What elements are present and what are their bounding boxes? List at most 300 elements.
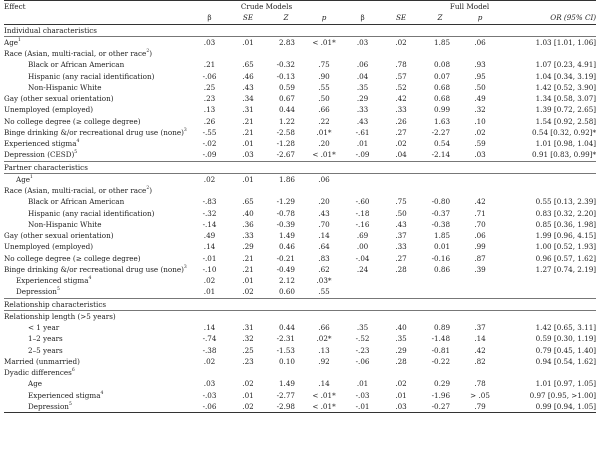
footnote-marker: 4	[100, 390, 104, 396]
section-header	[4, 298, 596, 310]
row-label	[4, 59, 190, 70]
table-cell: 0.54	[434, 139, 451, 148]
row-label	[4, 208, 190, 219]
table-cell: 0.01	[434, 242, 451, 252]
table-cell	[267, 310, 305, 322]
table-cell	[500, 275, 596, 286]
table-row	[4, 71, 596, 82]
row-label-text: Depression (CESD)	[4, 150, 75, 160]
table-row	[4, 219, 596, 230]
table-cell: .69	[356, 231, 369, 240]
table-cell: .37	[474, 323, 486, 332]
col-header-beta-full: β	[343, 12, 382, 24]
table-cell: .29	[395, 345, 407, 355]
header-row-columns	[4, 12, 596, 24]
table-cell	[500, 185, 596, 196]
table-cell: 1.63	[434, 116, 451, 126]
table-cell: 1.99 [0.96, 4.15]	[535, 231, 597, 240]
table-cell: 1.00 [0.52, 1.93]	[535, 242, 597, 252]
table-cell: .06	[318, 174, 330, 184]
table-cell: .14	[474, 334, 486, 344]
col-header-z-crude: Z	[267, 12, 305, 24]
table-body	[4, 24, 596, 413]
table-cell: .87	[474, 253, 486, 263]
table-row	[4, 82, 596, 93]
table-cell: .55	[318, 82, 330, 92]
table-cell: -.01	[202, 253, 217, 263]
table-cell: .24	[356, 264, 369, 274]
table-cell: -2.98	[267, 401, 305, 413]
table-cell	[343, 286, 382, 298]
table-cell	[229, 310, 267, 322]
row-label	[4, 286, 190, 298]
table-cell: .03	[203, 37, 216, 47]
col-header-se-crude: SE	[229, 12, 267, 24]
table-cell: 0.29	[434, 379, 451, 389]
row-label	[4, 138, 190, 149]
row-label-text: Married (unmarried)	[4, 356, 80, 366]
table-cell: -0.27	[420, 401, 460, 413]
table-cell: -2.67	[276, 150, 295, 160]
table-cell: .21	[242, 264, 254, 274]
table-cell: .01	[356, 139, 369, 148]
table-cell: .03	[382, 401, 420, 413]
table-cell: 0.07	[434, 71, 451, 81]
table-cell: .34	[242, 94, 254, 103]
table-cell: .37	[395, 231, 407, 240]
row-label-text: < 1 year	[28, 323, 60, 332]
table-cell: 0.44	[278, 323, 295, 332]
table-cell	[343, 310, 382, 322]
table-cell: .01	[242, 390, 254, 400]
table-cell: > .05	[470, 390, 490, 400]
table-cell	[420, 275, 460, 286]
row-label	[4, 390, 190, 401]
table-row	[4, 116, 596, 127]
table-cell: 0.83 [0.32, 2.20]	[535, 208, 597, 218]
table-cell	[267, 367, 305, 378]
table-row	[4, 367, 596, 378]
row-label-text: Black or African American	[28, 60, 125, 70]
table-cell	[460, 310, 500, 322]
row-label	[4, 48, 190, 59]
row-label-text: Depression	[28, 401, 69, 411]
row-label	[4, 230, 190, 241]
table-cell: .57	[395, 71, 407, 81]
row-label	[4, 401, 190, 413]
table-cell: .13	[318, 345, 330, 355]
table-cell: -.02	[202, 139, 217, 148]
table-cell: .62	[318, 264, 330, 274]
table-cell: 0.96 [0.57, 1.62]	[535, 253, 597, 263]
table-cell: < .01*	[312, 390, 336, 400]
table-cell: .28	[395, 356, 407, 366]
table-row	[4, 401, 596, 413]
table-cell	[343, 367, 382, 378]
table-cell	[500, 286, 596, 298]
row-label-text: Depression	[16, 287, 57, 297]
table-cell: -.14	[202, 219, 217, 229]
table-cell: -1.96	[431, 390, 451, 400]
table-cell	[305, 310, 343, 322]
table-cell: .20	[318, 139, 330, 148]
table-row	[4, 173, 596, 185]
table-row	[4, 275, 596, 286]
table-cell: .75	[395, 197, 407, 207]
table-cell	[190, 185, 229, 196]
table-cell: 0.79 [0.45, 1.40]	[535, 345, 597, 355]
table-cell: .75	[318, 60, 330, 70]
table-cell: .50	[318, 94, 330, 103]
table-cell: .65	[242, 197, 254, 207]
table-cell: 0.08	[434, 60, 451, 70]
table-cell	[190, 48, 229, 59]
table-cell	[190, 367, 229, 378]
row-label	[4, 93, 190, 104]
table-cell: -1.53	[276, 345, 295, 355]
table-cell: -.18	[355, 208, 370, 218]
footnote-marker: 5	[74, 150, 78, 156]
table-cell: -.74	[202, 334, 217, 344]
row-label	[4, 333, 190, 344]
table-cell: .40	[395, 323, 407, 332]
header-row-groups	[4, 1, 596, 13]
table-cell: .82	[474, 356, 486, 366]
table-cell: .21	[203, 60, 216, 70]
table-cell	[305, 185, 343, 196]
table-cell: -2.58	[276, 127, 295, 137]
table-cell: .50	[474, 82, 486, 92]
row-label	[4, 264, 190, 275]
table-cell: .01	[242, 37, 254, 47]
row-label-text: Age	[4, 37, 19, 47]
row-label-text: No college degree (≥ college degree)	[4, 253, 141, 263]
table-cell: .35	[395, 334, 407, 344]
table-cell: 1.04 [0.34, 3.19]	[535, 71, 597, 81]
section-header	[4, 161, 596, 173]
table-cell: .01	[242, 276, 254, 285]
table-row	[4, 230, 596, 241]
table-cell: -.23	[355, 345, 370, 355]
table-cell: .29	[242, 242, 254, 252]
table-cell: .03	[474, 150, 486, 160]
table-cell: .50	[395, 208, 407, 218]
table-cell: .43	[395, 219, 407, 229]
table-cell: .25	[203, 82, 216, 92]
footnote-marker: 1	[30, 174, 33, 180]
table-cell: -0.80	[431, 197, 451, 207]
table-cell: -.61	[355, 127, 370, 137]
table-row	[4, 149, 596, 161]
table-cell: .02	[203, 356, 216, 366]
table-cell: .70	[474, 219, 486, 229]
table-cell	[420, 173, 460, 185]
table-cell: .66	[318, 323, 330, 332]
table-row	[4, 253, 596, 264]
col-header-se-full: SE	[382, 12, 420, 24]
table-cell: .23	[203, 94, 216, 103]
table-cell: .03	[356, 37, 369, 47]
table-cell: -.09	[355, 150, 370, 160]
row-label-text: Unemployed (employed)	[4, 242, 94, 252]
table-cell: .10	[474, 116, 486, 126]
table-cell: < .01*	[305, 401, 343, 413]
table-cell: -.38	[202, 345, 217, 355]
row-label	[4, 82, 190, 93]
table-cell	[420, 48, 460, 59]
table-cell: .01	[395, 390, 407, 400]
table-cell: 1.49	[278, 231, 295, 240]
footnote-marker: 4	[76, 139, 80, 144]
table-cell: 1.42 [0.65, 3.11]	[535, 323, 597, 332]
section-title: Individual characteristics	[4, 24, 596, 36]
table-cell: < .01*	[312, 37, 336, 47]
table-cell: -.06	[355, 356, 370, 366]
table-cell	[382, 367, 420, 378]
table-cell	[343, 185, 382, 196]
table-cell: .02	[203, 276, 216, 285]
row-label	[4, 149, 190, 161]
row-label-text: Experienced stigma	[16, 276, 89, 285]
table-cell: -.16	[355, 219, 370, 229]
table-cell: -.04	[355, 253, 370, 263]
table-cell	[500, 173, 596, 185]
col-header-p-crude: p	[305, 12, 343, 24]
table-cell: .27	[395, 127, 407, 137]
table-cell: .03*	[316, 276, 332, 285]
row-label-text: 2–5 years	[28, 345, 63, 355]
table-cell: 1.54 [0.92, 2.58]	[535, 116, 597, 126]
table-cell: 0.99 [0.94, 1.05]	[500, 401, 596, 413]
table-cell: .35	[356, 82, 369, 92]
table-cell: 1.85	[434, 37, 451, 47]
table-cell	[420, 286, 460, 298]
table-cell	[460, 185, 500, 196]
table-cell: 0.59	[278, 82, 295, 92]
table-cell: -.06	[202, 71, 217, 81]
table-cell: -.03	[355, 390, 370, 400]
table-row	[4, 356, 596, 367]
table-cell: .33	[395, 242, 407, 252]
table-row	[4, 196, 596, 207]
table-cell: -0.13	[276, 71, 295, 81]
table-cell	[190, 310, 229, 322]
table-cell: .42	[474, 345, 486, 355]
table-cell: -0.78	[276, 208, 295, 218]
table-cell	[343, 275, 382, 286]
table-cell: .14	[203, 323, 216, 332]
table-cell: .42	[474, 197, 486, 207]
table-cell: -1.28	[276, 139, 295, 148]
col-header-or-ci: OR (95% CI)	[500, 12, 596, 24]
table-cell: .02	[395, 139, 407, 148]
table-cell: 1.22	[278, 116, 295, 126]
table-cell: .78	[474, 379, 486, 389]
table-cell: -0.49	[276, 264, 295, 274]
table-cell: .31	[242, 105, 254, 115]
table-cell: .99	[474, 242, 486, 252]
row-label-text: Binge drinking &/or recreational drug use (none)	[4, 127, 184, 137]
table-cell	[500, 48, 596, 59]
table-cell: .43	[318, 208, 330, 218]
table-cell: .29	[356, 94, 369, 103]
table-cell: .40	[242, 208, 254, 218]
table-cell: 1.34 [0.58, 3.07]	[535, 94, 597, 103]
table-cell: .06	[474, 37, 486, 47]
table-cell: -.55	[202, 127, 217, 137]
row-label	[4, 196, 190, 207]
row-label-text: Black or African American	[28, 197, 125, 207]
table-cell: .46	[242, 71, 254, 81]
row-label	[4, 345, 190, 356]
table-cell: .32	[242, 334, 254, 344]
table-cell	[500, 310, 596, 322]
table-cell: .25	[242, 345, 254, 355]
table-cell: 1.49	[278, 379, 295, 389]
table-row	[4, 127, 596, 138]
table-cell	[420, 185, 460, 196]
table-cell: .02	[242, 379, 254, 389]
row-label	[4, 104, 190, 115]
table-row	[4, 138, 596, 149]
table-cell: < .01*	[312, 150, 336, 160]
table-cell: -.03	[202, 390, 217, 400]
table-cell	[229, 185, 267, 196]
table-cell: .20	[318, 197, 330, 207]
table-cell: .04	[395, 150, 407, 160]
table-cell: 0.68	[434, 94, 451, 103]
table-cell: .32	[474, 105, 486, 115]
results-table	[4, 0, 596, 413]
table-cell: -1.29	[276, 197, 295, 207]
full-model-header: Full Model	[343, 1, 596, 13]
table-cell: .33	[395, 105, 407, 115]
row-label-text: Hispanic (any racial identification)	[28, 71, 155, 81]
col-header-p-full: p	[460, 12, 500, 24]
table-cell: .33	[242, 231, 254, 240]
table-cell: 0.97 [0.95, >1.00]	[529, 390, 597, 400]
table-cell: .22	[318, 116, 330, 126]
table-cell: 0.46	[278, 242, 295, 252]
table-cell: -.83	[202, 197, 217, 207]
table-cell: -0.16	[431, 253, 451, 263]
table-cell: -0.32	[276, 60, 295, 70]
table-cell: 0.94 [0.54, 1.62]	[535, 356, 597, 366]
table-cell: .65	[242, 60, 254, 70]
row-label-suffix: )	[149, 186, 153, 195]
footnote-marker: 1	[18, 37, 21, 43]
table-cell: -.10	[202, 264, 217, 274]
table-row	[4, 345, 596, 356]
table-cell: -0.37	[431, 208, 451, 218]
footnote-marker: 4	[88, 276, 92, 281]
row-label-text: Non-Hispanic White	[28, 82, 102, 92]
table-cell	[343, 48, 382, 59]
row-label-text: Gay (other sexual orientation)	[4, 231, 114, 240]
row-label-text: Dyadic differences	[4, 368, 72, 377]
table-cell: -2.27	[431, 127, 451, 137]
col-header-beta-crude: β	[190, 12, 229, 24]
table-cell: .43	[356, 116, 369, 126]
table-cell	[382, 185, 420, 196]
table-cell: .78	[395, 60, 407, 70]
table-cell	[229, 48, 267, 59]
table-cell: .90	[318, 71, 330, 81]
row-label-text: Race (Asian, multi-racial, or other race	[4, 186, 147, 195]
table-row	[4, 48, 596, 59]
row-label	[4, 173, 190, 185]
row-label	[4, 275, 190, 286]
table-cell: .03	[203, 379, 216, 389]
table-cell: 0.89	[434, 323, 451, 332]
table-cell	[267, 185, 305, 196]
row-label	[4, 127, 190, 138]
table-cell: -.01	[343, 401, 382, 413]
table-cell: -1.48	[431, 334, 451, 344]
table-row	[4, 310, 596, 322]
table-cell: -.52	[355, 334, 370, 344]
table-cell: .02	[203, 174, 216, 184]
table-cell: .01	[203, 287, 216, 297]
row-label	[4, 241, 190, 252]
table-cell: 0.91 [0.83, 0.99]*	[532, 150, 597, 160]
table-cell: -.06	[190, 401, 229, 413]
row-label-text: Race (Asian, multi-racial, or other race	[4, 49, 147, 58]
table-cell: .04	[356, 71, 369, 81]
table-row	[4, 208, 596, 219]
table-cell: 1.01 [0.98, 1.04]	[535, 139, 597, 148]
table-cell: .83	[318, 253, 330, 263]
table-cell: 1.07 [0.23, 4.91]	[535, 60, 597, 70]
table-cell: 0.86	[434, 264, 451, 274]
table-cell: .02	[474, 127, 486, 137]
row-label	[4, 367, 190, 378]
table-row	[4, 264, 596, 275]
table-cell: .02	[229, 401, 267, 413]
footnote-marker: 3	[183, 264, 187, 270]
table-cell: -0.22	[431, 356, 451, 366]
table-cell: .26	[203, 116, 216, 126]
table-cell: 1.03 [1.01, 1.06]	[535, 37, 597, 47]
table-cell: .59	[474, 139, 486, 148]
table-cell: .02*	[316, 334, 332, 344]
table-cell: .52	[395, 82, 407, 92]
table-cell: 0.10	[278, 356, 295, 366]
table-row	[4, 104, 596, 115]
table-cell	[460, 173, 500, 185]
table-cell: .23	[242, 356, 254, 366]
effect-header: Effect	[4, 1, 190, 13]
table-cell: 1.86	[278, 174, 295, 184]
table-cell: -.09	[202, 150, 217, 160]
table-cell: 2.12	[278, 276, 295, 285]
table-cell	[460, 48, 500, 59]
row-label	[4, 36, 190, 48]
table-row	[4, 59, 596, 70]
table-cell: 0.44	[278, 105, 295, 115]
table-cell: .55	[318, 287, 330, 297]
table-cell: .13	[203, 105, 216, 115]
row-label-text: Non-Hispanic White	[28, 219, 102, 229]
row-label-suffix: )	[149, 49, 153, 58]
table-row	[4, 185, 596, 196]
row-label	[4, 322, 190, 333]
section-title: Partner characteristics	[4, 161, 596, 173]
table-cell: .01	[356, 379, 369, 389]
footnote-marker: 6	[71, 368, 75, 373]
table-row	[4, 286, 596, 298]
footnote-marker: 5	[56, 287, 60, 293]
